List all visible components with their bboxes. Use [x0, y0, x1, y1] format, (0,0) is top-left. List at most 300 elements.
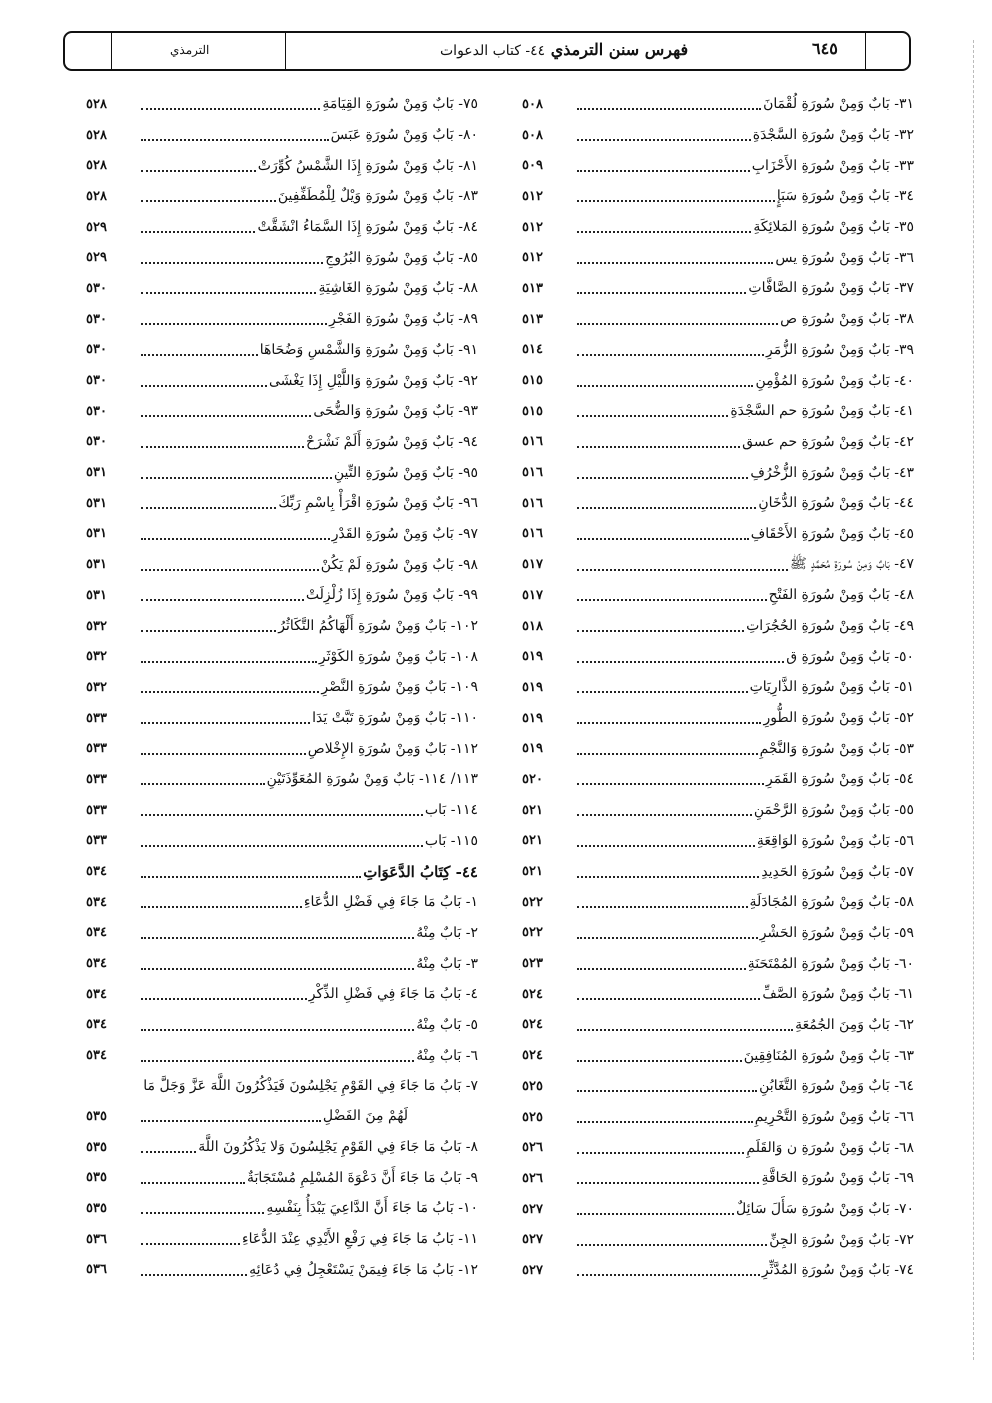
toc-entry-title: ١٢- بَابُ مَا جَاءَ فِيمَنْ يَسْتَعْجِلُ فِي دُعَائِهِ: [249, 1261, 478, 1278]
header-book-title: فهرس سنن الترمذي: [550, 40, 689, 59]
dot-leader: [141, 814, 423, 816]
toc-entry-title: ٣٨- بَابٌ وَمِنْ سُورَةِ ص: [780, 311, 914, 328]
toc-entry-title: ١٠٨- بَابٌ وَمِنْ سُورَةِ الكَوْثَرِ: [318, 648, 478, 665]
toc-entry-title: ٥٠- بَابٌ وَمِنْ سُورَةِ ق: [786, 648, 914, 665]
toc-entry-title: ٦٢- بَابٌ وَمِنَ الجُمُعَةِ: [795, 1016, 914, 1033]
toc-entry-title: ٧٤- بَابٌ وَمِنْ سُورَةِ المُدَّثِّرِ: [761, 1262, 914, 1279]
dot-leader: [577, 1182, 759, 1184]
toc-entry-title: ٣٣- بَابٌ وَمِنْ سُورَةِ الأَحْزَابِ: [751, 157, 914, 174]
toc-entry: [522, 948, 914, 979]
toc-entry-page: ٥٣٠: [86, 373, 107, 389]
dot-leader: [141, 1212, 264, 1214]
toc-entry-page: ٥٣٥: [86, 1170, 107, 1186]
dot-leader: [577, 998, 760, 1000]
toc-entry: [86, 396, 478, 427]
toc-entry: [86, 580, 478, 611]
toc-entry-page: ٥٣٢: [86, 618, 107, 634]
toc-entry: [522, 242, 914, 273]
toc-entry-page: ٥١٣: [522, 311, 543, 327]
dot-leader: [141, 845, 423, 847]
toc-entry-title: ٨٥- بَابٌ وَمِنْ سُورَةِ البُرُوجِ: [325, 249, 478, 266]
toc-entry: [86, 733, 478, 764]
toc-entry-title: ٥١- بَابٌ وَمِنْ سُورَةِ الذَّارِيَاتِ: [749, 679, 914, 696]
toc-entry: [522, 1255, 914, 1286]
toc-entry-title: ٣٤- بَابٌ وَمِنْ سُورَةِ سَبَإٍ: [776, 188, 914, 205]
toc-entry-title: ٥- بَابٌ مِنْهُ: [416, 1016, 478, 1033]
dot-leader: [141, 108, 320, 110]
page-number: ٦٤٥: [812, 39, 838, 58]
toc-entry-page: ٥٣٤: [86, 1017, 107, 1033]
toc-entry-title: ١٠- بَابُ مَا جَاءَ أَنَّ الدَّاعِيَ يَبْدَأُ بِنَفْسِهِ: [266, 1200, 478, 1217]
toc-entry-page: ٥١٩: [522, 679, 543, 695]
toc-entry-page: ٥٣٦: [86, 1231, 107, 1247]
dot-leader: [141, 630, 276, 632]
toc-entry-title: ٢- بَابٌ مِنْهُ: [416, 924, 478, 941]
dot-leader: [141, 1060, 414, 1062]
toc-entry: [86, 1193, 478, 1224]
toc-entry-page: ٥٣١: [86, 495, 107, 511]
toc-entry-page: ٥١٥: [522, 373, 543, 389]
toc-entry-title: ١٠٢- بَابٌ وَمِنْ سُورَةِ أَلْهَاكُمُ التَّكَاثُرُ: [278, 618, 478, 635]
dot-leader: [141, 262, 323, 264]
toc-section-heading: [86, 856, 478, 887]
toc-entry-page: ٥١٩: [522, 710, 543, 726]
toc-entry: [522, 457, 914, 488]
toc-entry-title: ١١٠- بَابٌ وَمِنْ سُورَةِ تَبَّتْ يَدَا: [312, 710, 478, 727]
dot-leader: [577, 1121, 753, 1123]
toc-entry-title: ٨٨- بَابٌ وَمِنْ سُورَةِ الغَاشِيَةِ: [318, 280, 478, 297]
toc-entry-title: ٩٦- بَابٌ وَمِنْ سُورَةِ اقْرَأْ بِاسْمِ رَبِّكَ: [278, 495, 478, 512]
toc-entry-page: ٥٢١: [522, 802, 543, 818]
dot-leader: [141, 661, 317, 663]
toc-entry-page: ٥٣٣: [86, 833, 107, 849]
toc-entry-title: ٨٤- بَابٌ وَمِنْ سُورَةِ إِذَا السَّمَاءُ انْشَقَّتْ: [257, 219, 478, 236]
toc-entry: [86, 948, 478, 979]
dot-leader: [577, 630, 744, 632]
dot-leader: [141, 691, 319, 693]
toc-entry-title: ٣٧- بَابٌ وَمِنْ سُورَةِ الصَّافَّاتِ: [748, 280, 914, 297]
dot-leader: [577, 599, 767, 601]
toc-entry-page: ٥٣٤: [86, 925, 107, 941]
toc-entry-page: ٥٢٦: [522, 1170, 543, 1186]
toc-entry-page: ٥٢٤: [522, 1017, 543, 1033]
toc-entry-title: ١١٣/ ١١٤- بَابٌ وَمِنْ سُورَةِ المُعَوِّذَتَيْنِ: [266, 771, 478, 788]
toc-entry-page: ٥١٥: [522, 403, 543, 419]
dot-leader: [141, 446, 304, 448]
toc-entry-title: ٣٢- بَابٌ وَمِنْ سُورَةِ السَّجْدَةِ: [752, 127, 914, 144]
toc-entry-title: ٤٧- بَابٌ وَمِنْ سُورَةِ مُحَمَّدٍ ﷺ: [789, 555, 914, 572]
toc-entry: [86, 1162, 478, 1193]
toc-entry: [86, 1040, 478, 1071]
dot-leader: [141, 998, 307, 1000]
dot-leader: [577, 507, 756, 509]
toc-entry-title: ٦٣- بَابٌ وَمِنْ سُورَةِ المُنَافِقِينَ: [743, 1047, 914, 1064]
dot-leader: [141, 569, 319, 571]
toc-entry-title: ٩٣- بَابٌ وَمِنْ سُورَةِ وَالضُّحَى: [313, 403, 478, 420]
toc-entry-title: ٤٢- بَابٌ وَمِنْ سُورَةِ حم عسق: [742, 433, 914, 450]
toc-entry: [86, 887, 478, 918]
toc-entry-title: ٨١- بَابٌ وَمِنْ سُورَةِ إِذَا الشَّمْسُ كُوِّرَتْ: [257, 157, 478, 174]
toc-entry-title: ٦٩- بَابٌ وَمِنْ سُورَةِ الحَاقَّةِ: [761, 1170, 914, 1187]
toc-column-right: [522, 89, 914, 1286]
dot-leader: [577, 845, 755, 847]
dot-leader: [577, 354, 764, 356]
toc-entry: [86, 89, 478, 120]
toc-entry-page: ٥١٢: [522, 219, 543, 235]
toc-entry-page: ٥٠٨: [522, 96, 543, 112]
toc-column-left: [86, 89, 478, 1285]
toc-entry: [86, 703, 478, 734]
toc-entry: [86, 212, 478, 243]
toc-entry-title: ٦٨- بَابٌ وَمِنْ سُورَةِ ن وَالقَلَمِ: [746, 1139, 914, 1156]
dot-leader: [141, 937, 414, 939]
toc-entry-page: ٥٢٩: [86, 219, 107, 235]
toc-entry: [522, 703, 914, 734]
toc-entry-page: ٥٣٣: [86, 710, 107, 726]
dot-leader: [577, 691, 748, 693]
dot-leader: [141, 231, 255, 233]
dot-leader: [141, 968, 414, 970]
toc-entry-title: ٧٥- بَابٌ وَمِنْ سُورَةِ القِيَامَةِ: [322, 96, 478, 113]
toc-entry-page: ٥٣٦: [86, 1262, 107, 1278]
dot-leader: [141, 783, 265, 785]
toc-entry: [522, 856, 914, 887]
toc-entry-page: ٥٢٤: [522, 1048, 543, 1064]
toc-entry-title: ٩٩- بَابٌ وَمِنْ سُورَةِ إِذَا زُلْزِلَتْ: [305, 587, 478, 604]
toc-entry: [86, 764, 478, 795]
toc-entry: [86, 1101, 478, 1132]
header-cell-page: [866, 33, 909, 69]
dot-leader: [577, 200, 775, 202]
toc-entry-title: ٨٩- بَابٌ وَمِنْ سُورَةِ الفَجْرِ: [329, 311, 478, 328]
dot-leader: [141, 323, 327, 325]
toc-entry-title: ٤٤- بَابٌ وَمِنْ سُورَةِ الدُّخَانِ: [758, 495, 914, 512]
dot-leader: [577, 1060, 742, 1062]
dot-leader: [141, 477, 332, 479]
dot-leader: [577, 1244, 767, 1246]
toc-entry-title: ٣- بَابٌ مِنْهُ: [416, 955, 478, 972]
toc-entry-page: ٥٢١: [522, 864, 543, 880]
toc-entry-page: ٥٢٦: [522, 1140, 543, 1156]
toc-entry: [86, 549, 478, 580]
toc-entry: [86, 335, 478, 366]
toc-entry: [86, 242, 478, 273]
toc-entry-page: ٥٣٢: [86, 649, 107, 665]
header-cell-end: [65, 33, 112, 69]
dot-leader: [141, 1120, 321, 1122]
toc-entry: [522, 273, 914, 304]
toc-entry-page: ٥١٦: [522, 526, 543, 542]
toc-entry-title: ٩٨- بَابٌ وَمِنْ سُورَةِ لَمْ يَكُنْ: [320, 556, 478, 573]
toc-entry-title: ١١٢- بَابٌ وَمِنْ سُورَةِ الإِخْلاصِ: [307, 740, 478, 757]
toc-entry-page: ٥٢٤: [522, 986, 543, 1002]
toc-entry-page: ٥٢٢: [522, 925, 543, 941]
toc-entry-page: ٥٢٨: [86, 127, 107, 143]
dot-leader: [577, 569, 788, 571]
toc-entry: [86, 457, 478, 488]
dot-leader: [141, 722, 310, 724]
toc-entry-title: ٦٠- بَابٌ وَمِنْ سُورَةِ المُمْتَحَنَةِ: [747, 955, 914, 972]
dot-leader: [577, 753, 758, 755]
scan-edge-line: [973, 40, 974, 1360]
toc-entry-page: ٥٢٣: [522, 956, 543, 972]
dot-leader: [577, 231, 751, 233]
toc-entry-page: ٥٣٥: [86, 1200, 107, 1216]
toc-entry-page: ٥٣٠: [86, 434, 107, 450]
toc-entry-page: ٥٢٢: [522, 894, 543, 910]
toc-entry: [522, 764, 914, 795]
toc-entry: [522, 733, 914, 764]
toc-entry-title: ٨٣- بَابٌ وَمِنْ سُورَةِ وَيْلٌ لِلْمُطَفِّفِينَ: [277, 188, 478, 205]
toc-entry-title: ١١٤- بَاب: [424, 802, 478, 819]
toc-entry-title: ١١٥- بَاب: [424, 832, 478, 849]
toc-entry-page: ٥٢٥: [522, 1078, 543, 1094]
header-title: [440, 40, 688, 59]
toc-entry-page: ٥٢١: [522, 833, 543, 849]
toc-entry: [86, 150, 478, 181]
toc-entry-title: ١٠٩- بَابٌ وَمِنْ سُورَةِ النَّصْرِ: [321, 679, 478, 696]
toc-entry-title: ٦- بَابٌ مِنْهُ: [416, 1047, 478, 1064]
toc-entry-page: ٥٣٤: [86, 894, 107, 910]
toc-entry: [522, 887, 914, 918]
page-header: [63, 31, 911, 71]
toc-entry-page: ٥٣٠: [86, 311, 107, 327]
dot-leader: [577, 783, 764, 785]
toc-entry-title: ٤١- بَابٌ وَمِنْ سُورَةِ حم السَّجْدَةِ: [730, 403, 914, 420]
dot-leader: [141, 1029, 414, 1031]
toc-entry-page: ٥١٧: [522, 557, 543, 573]
toc-entry-page: ٥٢٨: [86, 188, 107, 204]
toc-entry-title: ٤٠- بَابٌ وَمِنْ سُورَةِ المُؤْمِنِ: [755, 372, 914, 389]
toc-entry: [522, 1040, 914, 1071]
toc-entry-title: ١١- بَابُ مَا جَاءَ فِي رَفْعِ الأَيْدِي عِنْدَ الدُّعَاءِ: [242, 1231, 478, 1248]
dot-leader: [141, 415, 311, 417]
toc-entry-page: ٥١٢: [522, 188, 543, 204]
toc-entry-page: ٥٢٧: [522, 1262, 543, 1278]
toc-entry: [522, 1010, 914, 1041]
toc-entry-page: ٥٢٨: [86, 158, 107, 174]
toc-entry-page: ٥٢٧: [522, 1201, 543, 1217]
toc-entry-title: ٣١- بَابٌ وَمِنْ سُورَةِ لُقْمَانَ: [763, 96, 914, 113]
header-author: الترمذي: [170, 43, 210, 57]
toc-entry-title: ٥٣- بَابٌ وَمِنْ سُورَةِ وَالنَّجْمِ: [759, 740, 914, 757]
toc-entry-title: ٣٩- بَابٌ وَمِنْ سُورَةِ الزُّمَرِ: [766, 341, 914, 358]
dot-leader: [577, 661, 784, 663]
dot-leader: [141, 1243, 240, 1245]
toc-entry-title: ٥٨- بَابٌ وَمِنْ سُورَةِ المُجَادَلَةِ: [749, 894, 914, 911]
toc-entry-page: ٥٠٩: [522, 158, 543, 174]
toc-entry-title: ٥٥- بَابٌ وَمِنْ سُورَةِ الرَّحْمَنِ: [753, 802, 914, 819]
toc-entry: [86, 641, 478, 672]
toc-entry-title: ٩- بَابُ مَا جَاءَ أَنَّ دَعْوَةَ المُسْلِمِ مُسْتَجَابَةٌ: [247, 1169, 478, 1186]
toc-entry-title: ٤٤- كِتَابُ الدَّعَوَاتِ: [363, 862, 478, 881]
toc-entry-page: ٥٣٠: [86, 342, 107, 358]
toc-entry-title: ٦١- بَابٌ وَمِنْ سُورَةِ الصَّفِّ: [762, 986, 914, 1003]
dot-leader: [141, 538, 330, 540]
toc-entry-title: ٧٢- بَابٌ وَمِنْ سُورَةِ الجِنِّ: [769, 1231, 914, 1248]
toc-entry-page: ٥٣٥: [86, 1139, 107, 1155]
toc-entry-title: ٧- بَابُ مَا جَاءَ فِي القَوْمِ يَجْلِسُونَ فَيَذْكُرُونَ اللَّهَ عَزَّ وَجَلَّ مَا: [143, 1078, 478, 1094]
toc-entry-page: ٥٣٤: [86, 956, 107, 972]
dot-leader: [141, 385, 267, 387]
dot-leader: [577, 415, 728, 417]
dot-leader: [577, 1090, 757, 1092]
dot-leader: [577, 292, 746, 294]
dot-leader: [577, 446, 740, 448]
toc-entry-page: ٥٢٩: [86, 250, 107, 266]
toc-entry: [86, 181, 478, 212]
toc-entry-title: ٧٠- بَابٌ وَمِنْ سُورَةِ سَأَلَ سَائِلٌ: [735, 1201, 914, 1218]
toc-entry-title: ٩٢- بَابٌ وَمِنْ سُورَةِ وَاللَّيْلِ إِذَا يَغْشَى: [269, 372, 478, 389]
toc-entry: [86, 1254, 478, 1285]
toc-entry: [522, 181, 914, 212]
toc-entry: [86, 488, 478, 519]
toc-entry-title: ٥٩- بَابٌ وَمِنْ سُورَةِ الحَشْرِ: [759, 924, 914, 941]
dot-leader: [577, 477, 748, 479]
toc-entry-page: ٥٢٨: [86, 96, 107, 112]
toc-entry-page: ٥٣١: [86, 557, 107, 573]
dot-leader: [577, 139, 751, 141]
dot-leader: [141, 354, 258, 356]
dot-leader: [577, 968, 746, 970]
dot-leader: [141, 599, 304, 601]
dot-leader: [141, 292, 316, 294]
toc-entry: [522, 365, 914, 396]
toc-entry: [86, 304, 478, 335]
toc-entry: [522, 795, 914, 826]
toc-entry-title: ٥٦- بَابٌ وَمِنْ سُورَةِ الوَاقِعَةِ: [756, 832, 914, 849]
dot-leader: [141, 200, 276, 202]
toc-entry: [522, 1102, 914, 1133]
toc-entry: [86, 365, 478, 396]
toc-entry-page: ٥١٩: [522, 649, 543, 665]
toc-entry-page: ٥٣٤: [86, 864, 107, 880]
dot-leader: [577, 876, 759, 878]
toc-entry: [86, 427, 478, 458]
toc-entry-title: ٩٧- بَابٌ وَمِنْ سُورَةِ القَدْرِ: [331, 525, 478, 542]
toc-entry-title: ٤- بَابُ مَا جَاءَ فِي فَضْلِ الذِّكْرِ: [308, 986, 478, 1003]
toc-entry-title: ٣٥- بَابٌ وَمِنْ سُورَةِ المَلائِكَةِ: [753, 219, 914, 236]
toc-entry: [86, 979, 478, 1010]
toc-entry: [86, 1010, 478, 1041]
toc-entry-title: ٣٦- بَابٌ وَمِنْ سُورَةِ يس: [775, 249, 914, 266]
dot-leader: [141, 906, 302, 908]
dot-leader: [577, 108, 761, 110]
toc-entry-page: ٥٣١: [86, 526, 107, 542]
toc-entry-title: ٥٤- بَابٌ وَمِنْ سُورَةِ القَمَرِ: [766, 771, 914, 788]
dot-leader: [141, 139, 329, 141]
toc-entry: [522, 580, 914, 611]
toc-entry: [522, 1132, 914, 1163]
dot-leader: [141, 753, 306, 755]
dot-leader: [141, 1274, 247, 1276]
toc-entry: [522, 89, 914, 120]
toc-entry: [522, 1194, 914, 1225]
dot-leader: [577, 1274, 760, 1276]
toc-entry: [86, 1224, 478, 1255]
toc-entry-page: ٥٣٤: [86, 1048, 107, 1064]
toc-entry-page: ٥٣٠: [86, 403, 107, 419]
toc-entry-page: ٥٢٥: [522, 1109, 543, 1125]
toc-entry: [522, 212, 914, 243]
toc-entry: [522, 672, 914, 703]
toc-entry: [522, 611, 914, 642]
toc-entry: [522, 1071, 914, 1102]
toc-entry-title: ٤٣- بَابٌ وَمِنْ سُورَةِ الزُّخْرُفِ: [750, 464, 914, 481]
dot-leader: [577, 262, 773, 264]
toc-entry-title: ٥٧- بَابٌ وَمِنْ سُورَةِ الحَدِيدِ: [761, 863, 914, 880]
dot-leader: [141, 1182, 245, 1184]
toc-entry-page: ٥٢٠: [522, 771, 543, 787]
toc-entry-page: ٥٣٥: [86, 1108, 107, 1124]
toc-entry-title: ٦٤- بَابٌ وَمِنْ سُورَةِ التَّغَابُنِ: [759, 1078, 914, 1095]
dot-leader: [577, 323, 778, 325]
toc-entry-page: ٥١٣: [522, 280, 543, 296]
toc-entry-title: ٤٩- بَابٌ وَمِنْ سُورَةِ الحُجُرَاتِ: [746, 618, 914, 635]
toc-entry: [86, 120, 478, 151]
toc-entry: [522, 641, 914, 672]
dot-leader: [141, 876, 361, 878]
toc-entry: [522, 549, 914, 580]
toc-entry-title: ٨- بَابُ مَا جَاءَ فِي القَوْمِ يَجْلِسُونَ وَلا يَذْكُرُونَ اللَّهَ: [198, 1139, 478, 1156]
toc-entry-title: ٩٥- بَابٌ وَمِنْ سُورَةِ التِّينِ: [333, 464, 478, 481]
toc-entry-page: ٥٣٣: [86, 771, 107, 787]
toc-entry: [522, 150, 914, 181]
dot-leader: [577, 722, 761, 724]
toc-entry-page: ٥١٤: [522, 342, 543, 358]
toc-entry: [86, 1071, 478, 1101]
toc-entry: [522, 979, 914, 1010]
header-chapter: ٤٤- كتاب الدعوات: [440, 43, 546, 59]
toc-entry: [522, 918, 914, 949]
toc-entry-page: ٥٣٤: [86, 986, 107, 1002]
dot-leader: [577, 937, 758, 939]
dot-leader: [141, 507, 276, 509]
toc-entry: [86, 826, 478, 857]
toc-entry-page: ٥١٦: [522, 495, 543, 511]
toc-entry-page: ٥١٦: [522, 465, 543, 481]
dot-leader: [577, 538, 749, 540]
toc-entry: [86, 519, 478, 550]
dot-leader: [577, 170, 750, 172]
toc-entry-page: ٥١٦: [522, 434, 543, 450]
toc-entry-page: ٥٣٢: [86, 679, 107, 695]
toc-entry: [86, 918, 478, 949]
toc-entry: [522, 304, 914, 335]
dot-leader: [577, 385, 753, 387]
toc-entry: [86, 273, 478, 304]
dot-leader: [141, 1151, 196, 1153]
toc-entry: [522, 1163, 914, 1194]
dot-leader: [141, 170, 256, 172]
toc-entry: [522, 120, 914, 151]
toc-entry-page: ٥٣٣: [86, 802, 107, 818]
toc-entry: [522, 488, 914, 519]
toc-entry-page: ٥١٧: [522, 587, 543, 603]
toc-entry: [86, 611, 478, 642]
toc-entry: [522, 519, 914, 550]
toc-entry-title: ٤٨- بَابٌ وَمِنْ سُورَةِ الفَتْحِ: [768, 587, 914, 604]
toc-entry: [86, 795, 478, 826]
toc-entry-title: ٨٠- بَابٌ وَمِنْ سُورَةِ عَبَسَ: [330, 127, 478, 144]
dot-leader: [577, 1152, 744, 1154]
toc-entry-page: ٥٣٠: [86, 280, 107, 296]
toc-entry-title: ٩٤- بَابٌ وَمِنْ سُورَةِ أَلَمْ نَشْرَحْ: [306, 433, 478, 450]
dot-leader: [577, 1029, 793, 1031]
toc-entry-page: ٥٠٨: [522, 127, 543, 143]
toc-entry: [522, 427, 914, 458]
toc-entry: [522, 826, 914, 857]
